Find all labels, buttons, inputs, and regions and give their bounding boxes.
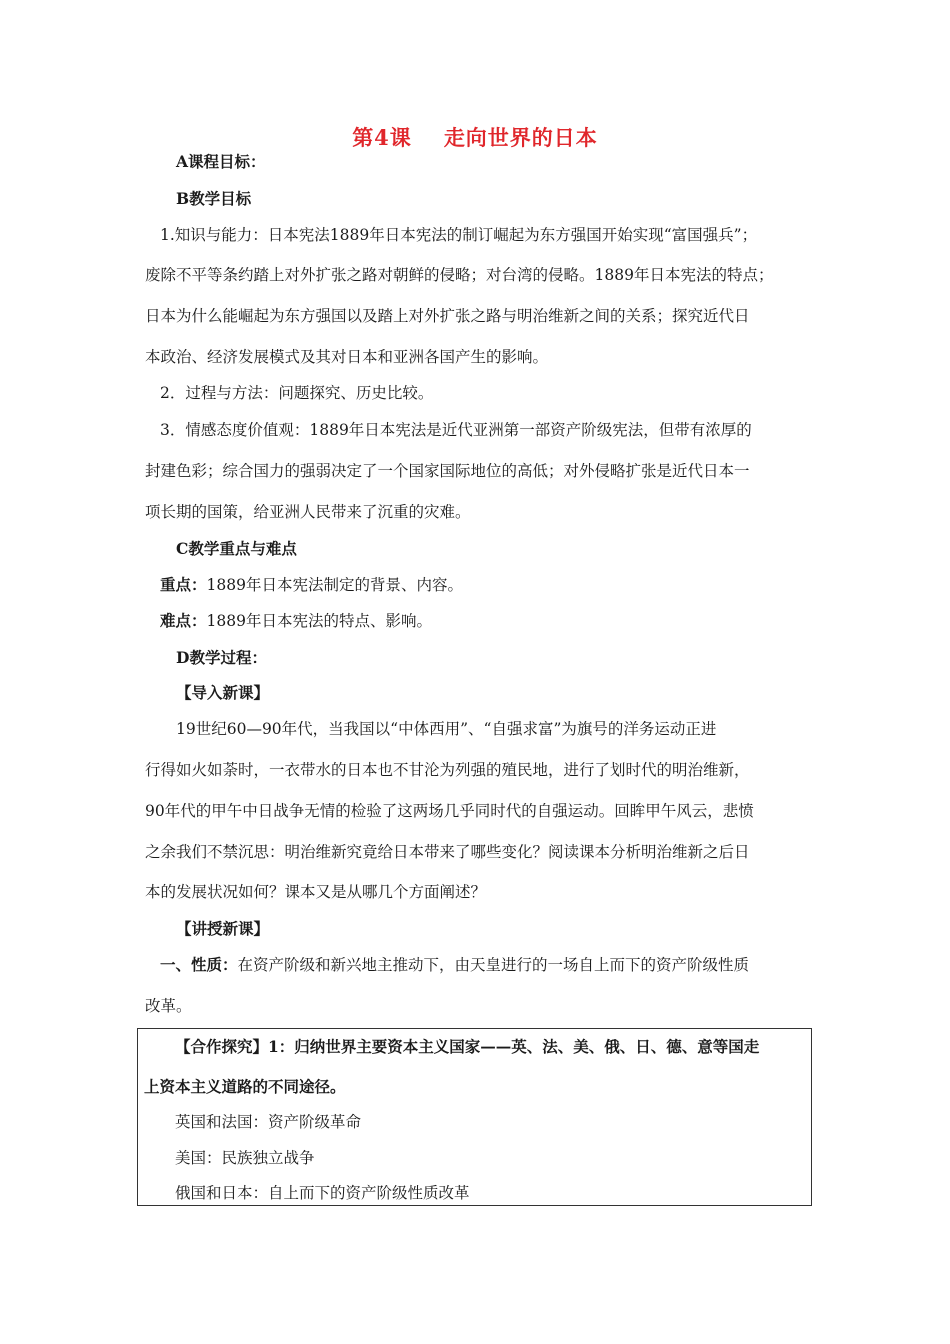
key-point-label: 重点： <box>160 575 207 594</box>
intro-line2: 行得如火如荼时，一衣带水的日本也不甘沦为列强的殖民地，进行了划时代的明治维新， <box>145 761 750 779</box>
inquiry-item-russia-japan: 俄国和日本：自上而下的资产阶级性质改革 <box>175 1184 470 1202</box>
difficulty-text: 1889年日本宪法的特点、影响。 <box>206 612 432 630</box>
lesson-title <box>0 122 950 152</box>
difficulty-label: 难点： <box>160 611 207 630</box>
nature-line2: 改革。 <box>145 997 192 1015</box>
inquiry-item-england-france: 英国和法国：资产阶级革命 <box>175 1113 362 1131</box>
intro-line3: 90年代的甲午中日战争无情的检验了这两场几乎同时代的自强运动。回眸甲午风云，悲愤 <box>145 802 754 820</box>
goal3-line3: 项长期的国策，给亚洲人民带来了沉重的灾难。 <box>145 503 471 521</box>
course-objectives-heading: A课程目标： <box>176 152 266 171</box>
nature-text: 在资产阶级和新兴地主推动下，由天皇进行的一场自上而下的资产阶级性质 <box>237 956 750 974</box>
goal2: 2．过程与方法：问题探究、历史比较。 <box>160 384 434 402</box>
key-point-text: 1889年日本宪法制定的背景、内容。 <box>206 576 463 594</box>
nature-line1 <box>160 955 749 975</box>
intro-line1: 19世纪60—90年代，当我国以“中体西用”、“自强求富”为旗号的洋务运动正进 <box>176 720 717 738</box>
intro-heading: 【导入新课】 <box>176 683 270 702</box>
inquiry-line2: 上资本主义道路的不同途径。 <box>144 1077 346 1096</box>
teaching-objectives-heading: B教学目标 <box>176 189 252 208</box>
inquiry-line1: 【合作探究】1：归纳世界主要资本主义国家——英、法、美、俄、日、德、意等国走 <box>175 1037 760 1056</box>
difficulty-point <box>160 611 432 631</box>
cooperative-inquiry-box <box>137 1028 812 1206</box>
intro-line5: 本的发展状况如何？课本又是从哪几个方面阐述？ <box>145 883 487 901</box>
key-point <box>160 575 463 595</box>
key-points-heading: C教学重点与难点 <box>176 539 297 558</box>
goal1-line4: 本政治、经济发展模式及其对日本和亚洲各国产生的影响。 <box>145 348 549 366</box>
inquiry-item-usa: 美国：民族独立战争 <box>175 1149 315 1167</box>
lecture-heading: 【讲授新课】 <box>176 919 270 938</box>
goal1-line1: 1.知识与能力：日本宪法1889年日本宪法的制订崛起为东方强国开始实现“富国强兵”； <box>160 226 758 244</box>
lesson-name: 走向世界的日本 <box>443 125 598 150</box>
teaching-process-heading: D教学过程： <box>176 648 267 667</box>
goal1-line3: 日本为什么能崛起为东方强国以及踏上对外扩张之路与明治维新之间的关系；探究近代日 <box>145 307 750 325</box>
goal1-line2: 废除不平等条约踏上对外扩张之路对朝鲜的侵略；对台湾的侵略。1889年日本宪法的特点； <box>145 266 774 284</box>
goal3-line1: 3．情感态度价值观：1889年日本宪法是近代亚洲第一部资产阶级宪法，但带有浓厚的 <box>160 421 752 439</box>
lesson-number: 第4课 <box>352 125 412 150</box>
goal3-line2: 封建色彩；综合国力的强弱决定了一个国家国际地位的高低；对外侵略扩张是近代日本一 <box>145 462 750 480</box>
nature-label: 一、性质： <box>160 955 238 974</box>
intro-line4: 之余我们不禁沉思：明治维新究竟给日本带来了哪些变化？阅读课本分析明治维新之后日 <box>145 843 750 861</box>
